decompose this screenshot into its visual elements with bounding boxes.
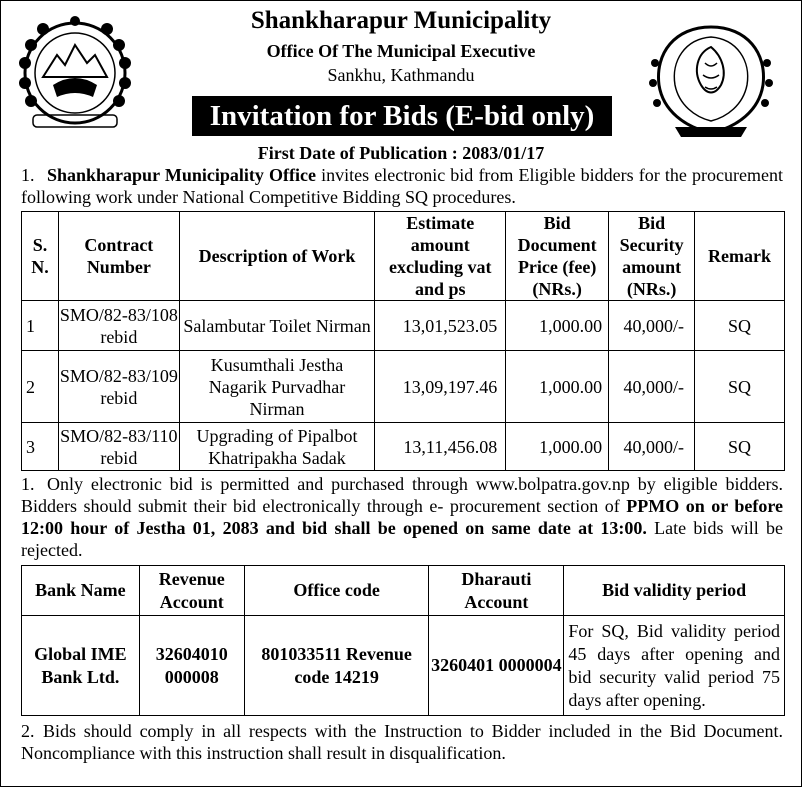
bid-submission-note xyxy=(1,473,801,561)
intro-office-name: Shankharapur Municipality Office xyxy=(47,165,316,185)
header-sn: S. N. xyxy=(22,212,59,301)
intro-text: invites electronic bid from Eligible bidders for the procurement following work under National Competitive Bidding SQ procedures. xyxy=(21,165,783,207)
row-remark: SQ xyxy=(695,351,785,423)
note2-number: 2. xyxy=(21,721,35,741)
row-remark: SQ xyxy=(695,423,785,471)
note1-number: 1. xyxy=(21,474,35,494)
table-row xyxy=(22,423,785,471)
header-contract-number: Contract Number xyxy=(58,212,179,301)
contracts-table xyxy=(21,211,785,471)
bid-validity-period: For SQ, Bid validity period 45 days after opening and bid security valid period 75 days after opening. xyxy=(564,616,785,716)
bank-name: Global IME Bank Ltd. xyxy=(22,616,140,716)
header-description: Description of Work xyxy=(179,212,375,301)
row-fee: 1,000.00 xyxy=(506,301,609,351)
office-code: 801033511 Revenue code 14219 xyxy=(244,616,429,716)
row-fee: 1,000.00 xyxy=(506,423,609,471)
contracts-header-row xyxy=(22,212,785,301)
note1-text: Only electronic bid is permitted and purchased through www.bolpatra.gov.np by eligible bidders. Bidders should submit their bid electronically through e- procurement section of xyxy=(21,474,783,516)
header-bid-validity: Bid validity period xyxy=(564,566,785,616)
conch-shell-logo xyxy=(645,23,777,139)
office-name: Office Of The Municipal Executive xyxy=(266,41,536,61)
publication-date: First Date of Publication : 2083/01/17 xyxy=(257,143,545,163)
intro-paragraph xyxy=(1,164,801,208)
municipality-name: Shankharapur Municipality xyxy=(250,7,552,34)
row-description: Upgrading of Pipalbot Khatripakha Sadak xyxy=(179,423,375,471)
header-revenue-account: Revenue Account xyxy=(139,566,244,616)
row-sn: 3 xyxy=(22,423,59,471)
row-sn: 1 xyxy=(22,301,59,351)
office-address: Sankhu, Kathmandu xyxy=(327,65,475,85)
row-estimate: 13,09,197.46 xyxy=(375,351,506,423)
row-contract-number: SMO/82-83/108 rebid xyxy=(58,301,179,351)
row-fee: 1,000.00 xyxy=(506,351,609,423)
row-remark: SQ xyxy=(695,301,785,351)
row-security: 40,000/- xyxy=(609,301,695,351)
table-row xyxy=(22,301,785,351)
revenue-account: 32604010 000008 xyxy=(139,616,244,716)
header-bank-name: Bank Name xyxy=(22,566,140,616)
row-description: Kusumthali Jestha Nagarik Purvadhar Nirman xyxy=(179,351,375,423)
row-estimate: 13,11,456.08 xyxy=(375,423,506,471)
intro-number: 1. xyxy=(21,165,35,185)
row-sn: 2 xyxy=(22,351,59,423)
row-security: 40,000/- xyxy=(609,351,695,423)
note1-late-text: Late bids will be rejected. xyxy=(21,518,783,560)
row-contract-number: SMO/82-83/110 rebid xyxy=(58,423,179,471)
header-remark: Remark xyxy=(695,212,785,301)
table-row xyxy=(22,616,785,716)
note1-deadline: PPMO on or before 12:00 hour of Jestha 01, 2083 and bid shall be opened on same date at 13:00. xyxy=(21,496,784,538)
bank-header-row xyxy=(22,566,785,616)
header-dharauti-account: Dharauti Account xyxy=(429,566,564,616)
header-bid-security: Bid Security amount (NRs.) xyxy=(609,212,695,301)
dharauti-account: 3260401 0000004 xyxy=(429,616,564,716)
header-bid-document-price: Bid Document Price (fee) (NRs.) xyxy=(506,212,609,301)
row-security: 40,000/- xyxy=(609,423,695,471)
row-estimate: 13,01,523.05 xyxy=(375,301,506,351)
bank-details-table xyxy=(21,565,785,716)
row-contract-number: SMO/82-83/109 rebid xyxy=(58,351,179,423)
header-office-code: Office code xyxy=(244,566,429,616)
compliance-note xyxy=(1,716,801,764)
notice-header xyxy=(1,1,801,139)
note2-text: Bids should comply in all respects with the Instruction to Bidder included in the Bid Document. Noncompliance with this instruction shall result in disqualification. xyxy=(21,721,783,763)
notice-title-banner: Invitation for Bids (E-bid only) xyxy=(192,96,612,136)
row-description: Salambutar Toilet Nirman xyxy=(179,301,375,351)
header-estimate: Estimate amount excluding vat and ps xyxy=(375,212,506,301)
table-row xyxy=(22,351,785,423)
